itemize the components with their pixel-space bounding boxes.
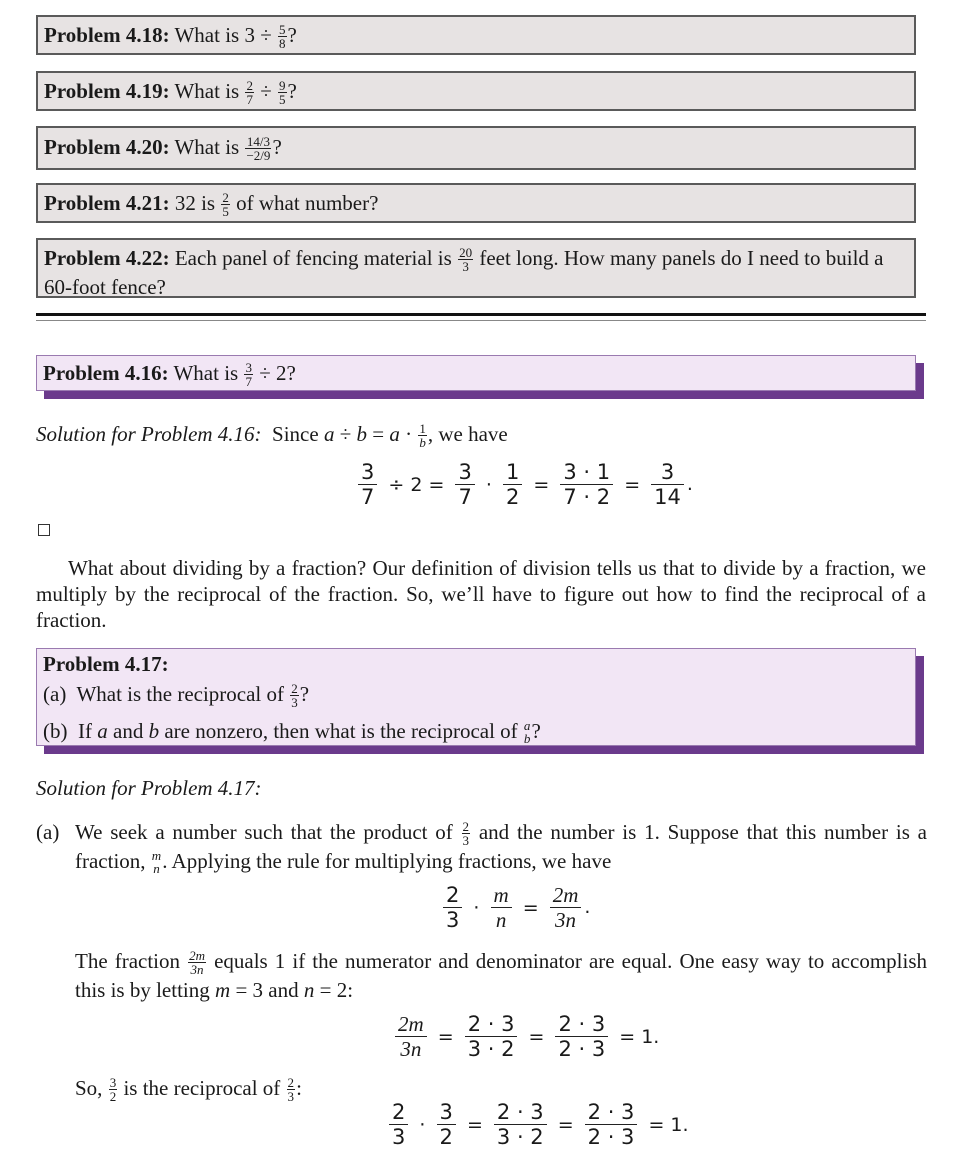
problem-box-4-19: Problem 4.19: What is $\frac{2}{7}$ ÷ $\frac{9}{5}$ ?	[36, 71, 916, 111]
fraction: $\frac{2}{3}$	[462, 818, 470, 848]
fraction: $\frac{2m}{3n}$	[189, 947, 206, 977]
problem-text: What is	[174, 79, 245, 103]
fraction: $\frac{3}{7}$	[245, 359, 252, 389]
solution-416-intro: Solution for Problem 4.16: Since a ÷ b = a · $\frac{1}{b}$ , we have	[36, 420, 508, 450]
fraction: $\frac{14/3}{-2/9}$	[246, 133, 271, 163]
fraction: $\frac{3}{2}$	[109, 1074, 117, 1104]
problem-text: What is	[174, 135, 245, 159]
solution-417-paragraph-2: The fraction $\frac{2m}{3n}$ equals 1 if the numerator and denominator are equal. One easy way to accomplish this is by letting m = 3 and n = 2:	[75, 947, 927, 1002]
fraction: $\frac{3}{7}$	[358, 460, 377, 509]
solution-label: Solution for Problem 4.17:	[36, 776, 262, 800]
fraction: m n	[151, 847, 162, 876]
fraction: $\frac{2}{3}$	[291, 680, 298, 710]
problem-label: Problem 4.22:	[44, 246, 170, 270]
problem-label: Problem 4.16:	[43, 361, 169, 385]
box-content: Problem 4.16: What is $\frac{3}{7}$ ÷ 2?	[36, 355, 916, 391]
problem-box-4-21: Problem 4.21: 32 is $\frac{2}{5}$ of what number?	[36, 183, 916, 223]
section-divider-thick	[36, 313, 926, 316]
problem-label: Problem 4.19:	[44, 79, 170, 103]
fraction: $\frac{2}{3}$	[287, 1074, 295, 1104]
problem-box-4-22: Problem 4.22: Each panel of fencing material is $\frac{20}{3}$ feet long. How many panels do I need to build a 60-foot fence?	[36, 238, 916, 298]
problem-box-4-17	[36, 648, 916, 746]
fraction: $\frac{5}{8}$	[278, 21, 286, 51]
problem-text: What is 3 ÷	[174, 23, 277, 47]
fraction: a b	[523, 717, 531, 746]
fraction: $\frac{2m}{3n}$	[395, 1012, 427, 1061]
fraction: $\frac{9}{5}$	[279, 77, 286, 107]
equation-417-3: $\frac{2}{3}$ · $\frac{3}{2}$ = $\frac{2 \cdot 3}{3 \cdot 2}$ = $\frac{2 \cdot 3}{2 \cdot 3}$ = 1.	[386, 1100, 691, 1149]
section-divider-thin	[36, 320, 926, 321]
problem-box-4-18: Problem 4.18: What is 3 ÷ $\frac{5}{8}$ ?	[36, 15, 916, 55]
solution-417-paragraph-1: We seek a number such that the product of $\frac{2}{3}$ and the number is 1. Suppose that this number is a fraction, m n . Applying the rule for multiplying fractions, we have	[75, 818, 927, 876]
problem-label: Problem 4.18:	[44, 23, 170, 47]
problem-box-4-20: Problem 4.20: What is $\frac{14/3}{-2/9}$ ?	[36, 126, 916, 170]
fraction: $\frac{1}{2}$	[503, 460, 522, 509]
fraction: $\frac{2 \cdot 3}{2 \cdot 3}$	[555, 1012, 608, 1061]
fraction: $\frac{3}{14}$	[651, 460, 684, 509]
problem-text: What is	[173, 361, 244, 385]
fraction: $\frac{m}{n}$	[491, 883, 512, 932]
fraction: $\frac{2}{3}$	[389, 1100, 408, 1149]
problem-part-a: (a) What is the reciprocal of $\frac{2}{3}$ ?	[43, 680, 310, 710]
equation-417-1: $\frac{2}{3}$ · $\frac{m}{n}$ = $\frac{2m}{3n}$ .	[440, 883, 590, 932]
fraction: $\frac{3}{2}$	[437, 1100, 456, 1149]
fraction: $\frac{2 \cdot 3}{2 \cdot 3}$	[585, 1100, 638, 1149]
problem-label: Problem 4.21:	[44, 191, 170, 215]
box-content	[36, 648, 916, 746]
equation-416: $\frac{3}{7}$ ÷ 2 = $\frac{3}{7}$ · $\frac{1}{2}$ = $\frac{3 \cdot 1}{7 \cdot 2}$ = $\frac{3}{14}$ .	[355, 460, 693, 509]
problem-label: Problem 4.20:	[44, 135, 170, 159]
fraction: $\frac{2}{3}$	[443, 883, 462, 932]
problem-part-b: (b) If a and b are nonzero, then what is the reciprocal of a b ?	[43, 717, 541, 746]
problem-text: Each panel of fencing material is	[174, 246, 458, 270]
fraction: $\frac{3 \cdot 1}{7 \cdot 2}$	[560, 460, 613, 509]
fraction: $\frac{1}{b}$	[419, 420, 426, 450]
fraction: $\frac{3}{7}$	[455, 460, 474, 509]
solution-label: Solution for Problem 4.16:	[36, 422, 262, 446]
problem-text: 32 is	[174, 191, 221, 215]
solution-part-a-tag: (a)	[36, 820, 60, 844]
fraction: $\frac{2 \cdot 3}{3 \cdot 2}$	[465, 1012, 518, 1061]
solution-417-paragraph-3: So, $\frac{3}{2}$ is the reciprocal of $\frac{2}{3}$ :	[75, 1074, 302, 1104]
equation-417-2: $\frac{2m}{3n}$ = $\frac{2 \cdot 3}{3 \cdot 2}$ = $\frac{2 \cdot 3}{2 \cdot 3}$ = 1.	[392, 1012, 661, 1061]
qed-square-icon	[38, 524, 50, 536]
problem-label: Problem 4.17:	[43, 652, 169, 676]
paragraph-reciprocal: What about dividing by a fraction? Our definition of division tells us that to divide by a fraction, we multiply by the reciprocal of the fraction. So, we’ll have to figure out how to find the reciprocal of a fraction.	[36, 556, 926, 632]
fraction: $\frac{2}{7}$	[246, 77, 253, 107]
fraction: $\frac{20}{3}$	[459, 244, 473, 274]
fraction: $\frac{2}{5}$	[222, 189, 229, 219]
fraction: $\frac{2m}{3n}$	[550, 883, 582, 932]
fraction: $\frac{2 \cdot 3}{3 \cdot 2}$	[494, 1100, 547, 1149]
problem-box-4-16	[36, 355, 916, 391]
